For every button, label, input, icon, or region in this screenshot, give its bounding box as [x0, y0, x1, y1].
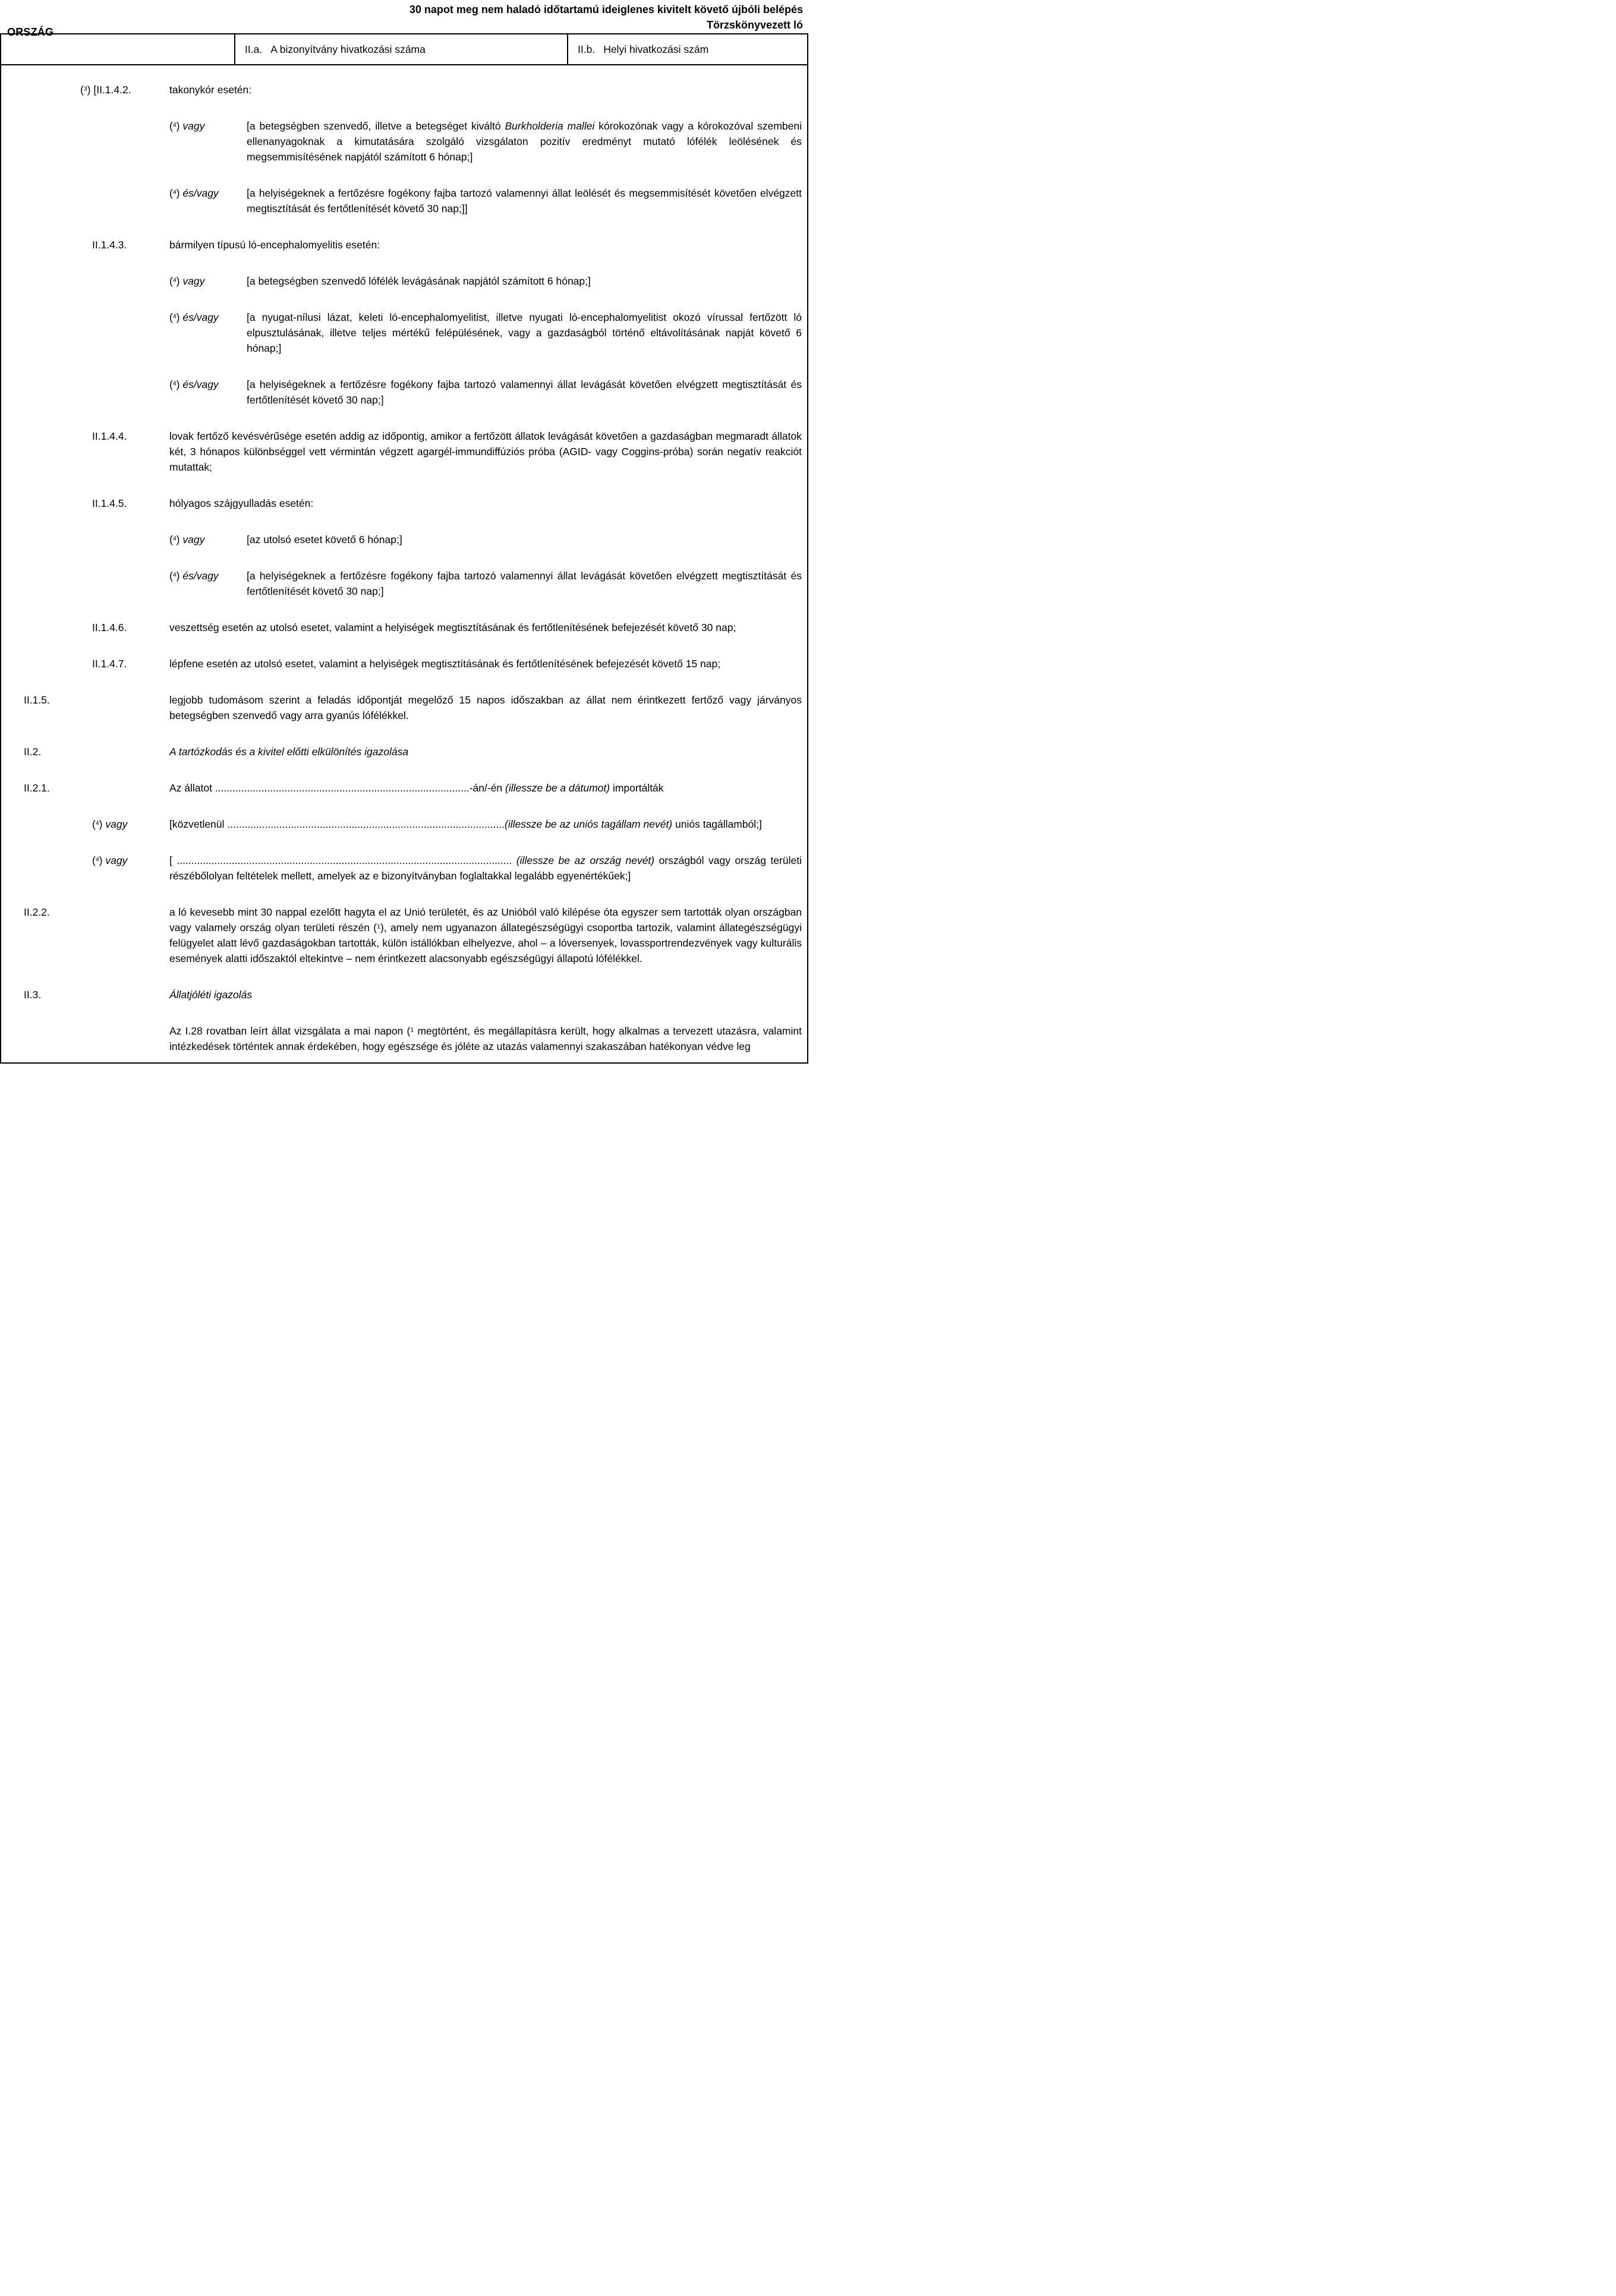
item-text: takonykór esetén:	[169, 84, 252, 96]
certificate-table	[0, 33, 808, 1064]
item-text: [a betegségben szenvedő lófélék levágásának napjától számított 6 hónap;]	[247, 275, 591, 287]
page-header	[0, 0, 808, 38]
certificate-item	[1, 692, 802, 723]
certificate-item	[1, 853, 802, 884]
certificate-page	[0, 0, 808, 1064]
item-text: [az utolsó esetet követő 6 hónap;]	[247, 534, 402, 545]
item-text: bármilyen típusú ló-encephalomyelitis esetén:	[169, 239, 380, 251]
certificate-item	[1, 185, 802, 216]
page-title	[409, 2, 803, 33]
certificate-item	[1, 620, 802, 635]
certificate-item	[1, 532, 802, 547]
certificate-item	[1, 237, 802, 253]
empty-header-cell	[1, 34, 235, 64]
local-reference-cell	[568, 34, 807, 64]
certificate-body	[1, 65, 807, 1062]
item-text: legjobb tudomásom szerint a feladás időpontját megelőző 15 napos időszakban az állat nem érintkezett fertőző vagy járványos betegségben szenvedő vagy arra gyanús lófélékkel.	[169, 694, 802, 721]
item-number-label: ($^4$) vagy	[92, 854, 128, 866]
item-text: [a betegségben szenvedő, illetve a betegséget kiváltó Burkholderia mallei kórokozónak vagy a kórokozóval szembeni ellenanyagoknak a kimutatására szolgáló vizsgálaton pozitív eredményt mutató lófélék leölésének és megsemmisítésének napjától számított 6 hónap;]	[247, 120, 802, 163]
item-number-label: ($^4$) vagy	[169, 275, 205, 287]
certificate-item	[1, 496, 802, 511]
certificate-item	[1, 987, 802, 1002]
item-text: lovak fertőző kevésvérűsége esetén addig az időpontig, amikor a fertőzött állatok levágását követően a gazdaságban megmaradt állatok két, 3 hónapos különbséggel vett vérmintán végzett agargél-immundiffúziós próba (AGID- vagy Coggins-próba) során negatív reakciót mutattak;	[169, 430, 802, 473]
item-number-label: II.1.4.5.	[92, 497, 127, 509]
certificate-item	[1, 1023, 802, 1054]
item-text: Az állatot ........................................................................................-án/-én (illessze be a dátumot) importálták	[169, 782, 664, 794]
page-title-line1: 30 napot meg nem haladó időtartamú ideiglenes kivitelt követő újbóli belépés	[409, 4, 803, 15]
item-text: veszettség esetén az utolsó esetet, valamint a helyiségek megtisztításának és fertőtlenítésének befejezését követő 30 nap;	[169, 622, 736, 633]
item-number-label	[24, 1023, 169, 1054]
item-number-label: ($^3$) [II.1.4.2.	[80, 84, 131, 96]
item-text: [közvetlenül ................................................................................................(illessze be az uniós tagállam nevét) uniós tagállamból;]	[169, 818, 762, 830]
item-number-label: II.2.2.	[24, 906, 50, 918]
item-text: [ .................................................................................................................... (illessze be az ország nevét) országból vagy ország területi részébőlolyan feltételek mellett, amelyek az e bizonyítványban foglaltakkal legalább egyenértékűek;]	[169, 854, 802, 882]
local-reference-code: II.b.	[578, 43, 596, 55]
item-number-label: ($^4$) és/vagy	[169, 570, 219, 582]
item-text: Állatjóléti igazolás	[169, 989, 253, 1001]
item-text: A tartózkodás és a kivitel előtti elkülönítés igazolása	[169, 746, 409, 758]
certificate-item	[1, 568, 802, 599]
item-number-label: II.1.4.3.	[92, 239, 127, 251]
certificate-item	[1, 780, 802, 796]
certificate-item	[1, 82, 802, 97]
item-number-label: II.1.5.	[24, 694, 50, 706]
item-text: [a helyiségeknek a fertőzésre fogékony fajba tartozó valamennyi állat levágását követően elvégzett megtisztítását és fertőtlenítését követő 30 nap;]	[247, 379, 802, 406]
item-number-label: II.3.	[24, 989, 42, 1001]
item-text: [a nyugat-nílusi lázat, keleti ló-encephalomyelitist, illetve nyugati ló-encephalomyelitist okozó vírussal fertőzött ló elpusztulásának, illetve teljes mértékű felépülésének, vagy a gazdaságból történő eltávolításának napját követő 6 hónap;]	[247, 311, 802, 354]
item-number-label: ($^4$) vagy	[169, 534, 205, 545]
certificate-item	[1, 273, 802, 289]
item-number-label: ($^4$) és/vagy	[169, 187, 219, 199]
item-number-label: ($^4$) vagy	[169, 120, 205, 132]
reference-header-row	[1, 34, 807, 65]
certificate-reference-label: A bizonyítvány hivatkozási száma	[270, 43, 426, 55]
certificate-item	[1, 656, 802, 671]
item-text: [a helyiségeknek a fertőzésre fogékony fajba tartozó valamennyi állat levágását követően elvégzett megtisztítását és fertőtlenítését követő 30 nap;]	[247, 570, 802, 597]
certificate-item	[1, 744, 802, 759]
item-text: [a helyiségeknek a fertőzésre fogékony fajba tartozó valamennyi állat leölését és megsemmisítését követően elvégzett megtisztítását és fertőtlenítését követő 30 nap;]]	[247, 187, 802, 215]
certificate-item	[1, 904, 802, 966]
item-number-label: II.1.4.6.	[92, 622, 127, 633]
local-reference-label: Helyi hivatkozási szám	[603, 43, 709, 55]
certificate-item	[1, 377, 802, 408]
certificate-item	[1, 310, 802, 356]
certificate-item	[1, 428, 802, 475]
item-number-label: II.1.4.4.	[92, 430, 127, 442]
certificate-item	[1, 816, 802, 832]
item-text: hólyagos szájgyulladás esetén:	[169, 497, 314, 509]
certificate-reference-cell	[235, 34, 568, 64]
page-title-line2: Törzskönyvezett ló	[706, 19, 803, 31]
certificate-item	[1, 118, 802, 165]
item-number-label: ($^4$) és/vagy	[169, 379, 219, 390]
item-number-label: II.2.	[24, 746, 42, 758]
item-number-label: ($^4$) és/vagy	[169, 311, 219, 323]
item-number-label: II.2.1.	[24, 782, 50, 794]
item-text: Az I.28 rovatban leírt állat vizsgálata a mai napon ($^1$ megtörtént, és megállapításra került, hogy alkalmas a tervezett utazásra, valamint intézkedések történtek annak érdekében, hogy egészsége és jóléte az utazás valamennyi szakaszában hatékonyan védve leg	[169, 1025, 802, 1052]
item-text: a ló kevesebb mint 30 nappal ezelőtt hagyta el az Unió területét, és az Unióból való kilépése óta egyszer sem tartották olyan országban vagy valamely ország olyan területi részén ($^1$), amely nem ugyanazon állategészségügyi csoportba tartozik, valamint állategészségügyi felügyelet alatt lévő gazdaságokban tartották, külön istállókban elhelyezve, ahol – a lóversenyek, lovassportrendezvények vagy kulturális események alatti időszaktól eltekintve – nem érintkezett alacsonyabb egészségügyi állapotú lófélékkel.	[169, 906, 802, 964]
item-number-label: II.1.4.7.	[92, 658, 127, 670]
item-text: lépfene esetén az utolsó esetet, valamint a helyiségek megtisztításának és fertőtlenítésének befejezését követő 15 nap;	[169, 658, 721, 670]
item-number-label: ($^4$) vagy	[92, 818, 128, 830]
certificate-reference-code: II.a.	[245, 43, 263, 55]
country-label: ORSZÁG	[7, 26, 54, 38]
